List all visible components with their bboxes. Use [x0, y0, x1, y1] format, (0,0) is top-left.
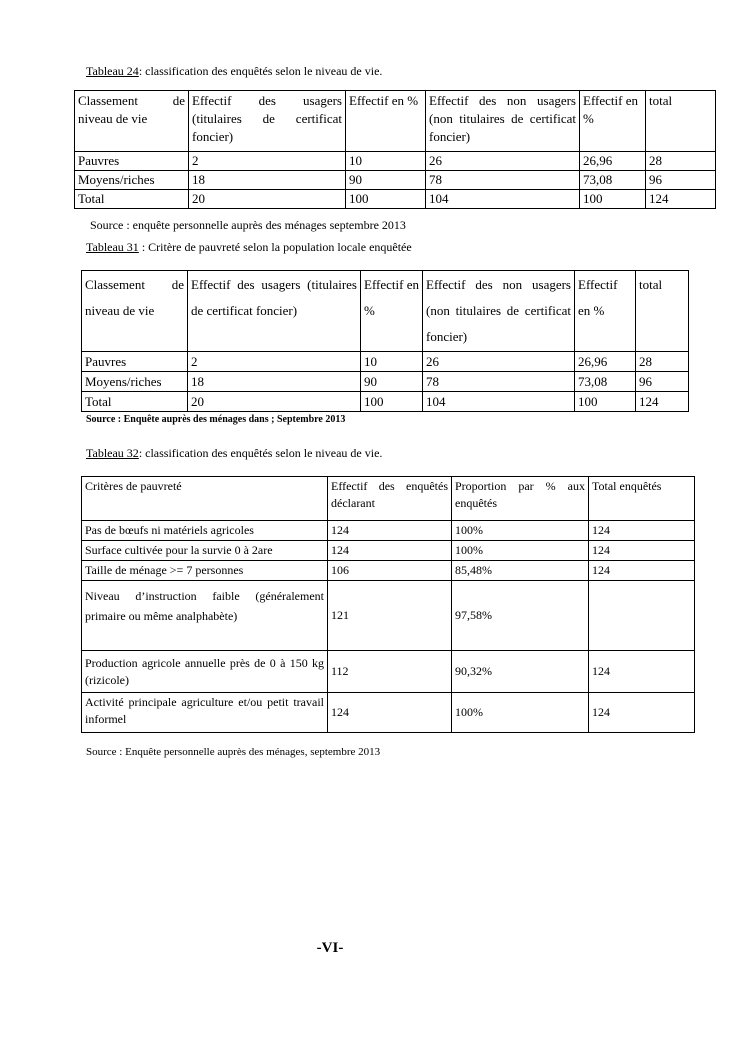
table-cell: 100: [346, 190, 426, 209]
table-cell: Pauvres: [75, 152, 189, 171]
table-row: [82, 693, 695, 733]
table-row: [75, 152, 716, 171]
table-row: [82, 521, 695, 541]
tableau24-source: Source : enquête personnelle auprès des ménages septembre 2013: [90, 218, 406, 232]
table-cell: 100: [580, 190, 646, 209]
table-cell: 10: [346, 152, 426, 171]
tableau31-title: : Critère de pauvreté selon la population locale enquêtée: [138, 240, 412, 254]
table-cell: 104: [426, 190, 580, 209]
table-cell: 85,48%: [452, 561, 589, 581]
tableau24-title: : classification des enquêtés selon le niveau de vie.: [138, 64, 383, 78]
table-cell: 100%: [452, 521, 589, 541]
tableau31-source: Source : Enquête auprès des ménages dans ; Septembre 2013: [86, 414, 346, 425]
table-cell: 73,08: [580, 171, 646, 190]
table-cell: 124: [589, 541, 695, 561]
table-cell: 104: [423, 392, 575, 412]
table-cell: 28: [646, 152, 716, 171]
table-header-row: [82, 477, 695, 521]
table-cell: 100%: [452, 541, 589, 561]
table-cell: 100: [361, 392, 423, 412]
header-cell: Total enquêtés: [589, 477, 695, 521]
table-cell: [589, 581, 695, 651]
table-cell: 106: [328, 561, 452, 581]
tableau24-caption: [86, 64, 382, 78]
header-cell: Critères de pauvreté: [82, 477, 328, 521]
table-cell: 78: [423, 372, 575, 392]
table-cell: 28: [636, 352, 689, 372]
table-cell: 124: [589, 651, 695, 693]
table-cell: Production agricole annuelle près de 0 à 150 kg (rizicole): [82, 651, 328, 693]
table-cell: 2: [188, 352, 361, 372]
table-cell: 124: [589, 561, 695, 581]
table-cell: 90: [346, 171, 426, 190]
table-cell: 26,96: [580, 152, 646, 171]
table-cell: 124: [328, 693, 452, 733]
header-cell: Effectif des non usagers (non titulaires de certificat foncier): [423, 271, 575, 352]
table-cell: 90: [361, 372, 423, 392]
table-cell: 121: [328, 581, 452, 651]
tableau32-caption: [86, 446, 382, 460]
header-cell: total: [636, 271, 689, 352]
table-cell: Taille de ménage >= 7 personnes: [82, 561, 328, 581]
table-cell: 124: [328, 541, 452, 561]
table-cell: Pauvres: [82, 352, 188, 372]
header-cell: Effectif des usagers (titulaires de certificat foncier): [189, 91, 346, 152]
header-cell: Classement de niveau de vie: [82, 271, 188, 352]
table-row: [75, 190, 716, 209]
table-cell: 100: [575, 392, 636, 412]
table-row: [82, 392, 689, 412]
table-cell: Niveau d’instruction faible (généralement primaire ou même analphabète): [82, 581, 328, 651]
header-cell: Classement de niveau de vie: [75, 91, 189, 152]
table-cell: 10: [361, 352, 423, 372]
table-cell: 100%: [452, 693, 589, 733]
table-cell: 96: [636, 372, 689, 392]
table-cell: Moyens/riches: [75, 171, 189, 190]
header-cell: Effectif des enquêtés déclarant: [328, 477, 452, 521]
header-cell: Effectif des non usagers (non titulaires de certificat foncier): [426, 91, 580, 152]
table-row: [82, 372, 689, 392]
table-cell: 18: [189, 171, 346, 190]
table-cell: 124: [646, 190, 716, 209]
header-cell: Effectif en %: [361, 271, 423, 352]
table-cell: 90,32%: [452, 651, 589, 693]
table-cell: 20: [188, 392, 361, 412]
header-cell: Effectif en %: [346, 91, 426, 152]
table-cell: 124: [636, 392, 689, 412]
header-cell: total: [646, 91, 716, 152]
table-cell: 96: [646, 171, 716, 190]
table-cell: 78: [426, 171, 580, 190]
tableau31: [81, 270, 689, 412]
page-number: -VI-: [316, 940, 344, 956]
table-cell: Pas de bœufs ni matériels agricoles: [82, 521, 328, 541]
tableau31-caption: [86, 240, 412, 254]
table-cell: 20: [189, 190, 346, 209]
tableau32-source: Source : Enquête personnelle auprès des ménages, septembre 2013: [86, 746, 381, 758]
tableau32-title: : classification des enquêtés selon le niveau de vie.: [138, 446, 383, 460]
table-cell: 26: [426, 152, 580, 171]
table-cell: Activité principale agriculture et/ou petit travail informel: [82, 693, 328, 733]
table-cell: 97,58%: [452, 581, 589, 651]
table-row: [82, 541, 695, 561]
table-header-row: [82, 271, 689, 352]
table-cell: Surface cultivée pour la survie 0 à 2are: [82, 541, 328, 561]
tableau24: [74, 90, 716, 209]
header-cell: Effectif en %: [575, 271, 636, 352]
table-row: [82, 352, 689, 372]
table-row: [82, 651, 695, 693]
table-cell: 26,96: [575, 352, 636, 372]
tableau31-label: Tableau 31: [86, 240, 139, 254]
table-cell: 26: [423, 352, 575, 372]
tableau32-label: Tableau 32: [86, 446, 139, 460]
table-cell: 124: [328, 521, 452, 541]
table-cell: Total: [75, 190, 189, 209]
table-row: [82, 581, 695, 651]
table-cell: 73,08: [575, 372, 636, 392]
header-cell: Effectif en %: [580, 91, 646, 152]
tableau32: [81, 476, 695, 733]
table-cell: 124: [589, 693, 695, 733]
header-cell: Proportion par % aux enquêtés: [452, 477, 589, 521]
table-cell: Total: [82, 392, 188, 412]
table-header-row: [75, 91, 716, 152]
table-cell: 124: [589, 521, 695, 541]
table-cell: 112: [328, 651, 452, 693]
table-row: [82, 561, 695, 581]
tableau24-label: Tableau 24: [86, 64, 139, 78]
header-cell: Effectif des usagers (titulaires de certificat foncier): [188, 271, 361, 352]
table-cell: 2: [189, 152, 346, 171]
table-cell: 18: [188, 372, 361, 392]
table-cell: Moyens/riches: [82, 372, 188, 392]
table-row: [75, 171, 716, 190]
